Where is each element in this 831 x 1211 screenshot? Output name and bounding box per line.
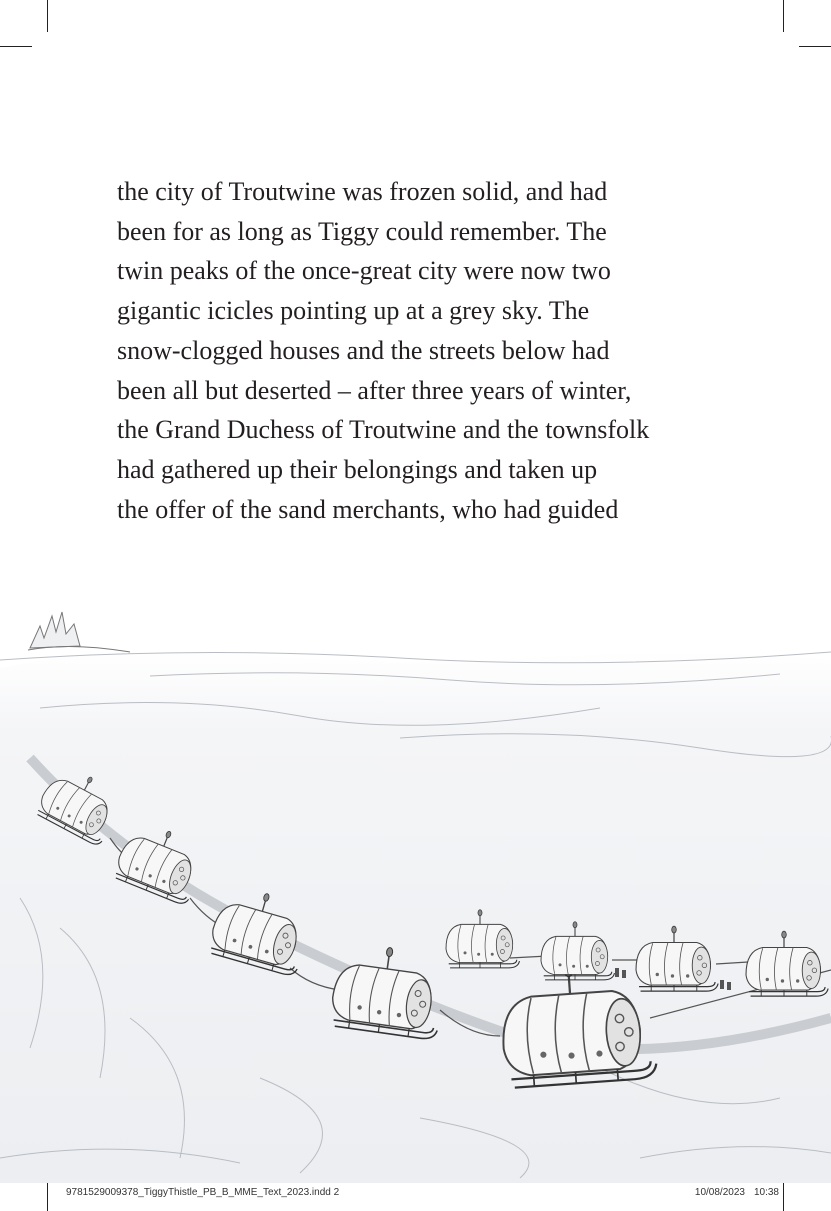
text-line: had gathered up their belongings and taken up xyxy=(117,454,598,484)
slug-filename: 9781529009378_TiggyThistle_PB_B_MME_Text_2023.indd 2 xyxy=(66,1187,340,1198)
slug-date: 10/08/2023 xyxy=(694,1187,745,1198)
text-line: the city of Troutwine was frozen solid, and had xyxy=(117,177,608,206)
text-line: been for as long as Tiggy could remember. The xyxy=(117,216,607,246)
crop-mark-bottom-left-vertical xyxy=(47,1181,48,1211)
crop-mark-top-right-vertical xyxy=(783,0,784,32)
snow-field xyxy=(0,652,831,1183)
text-line: been all but deserted – after three years of winter, xyxy=(117,375,632,405)
text-line: twin peaks of the once-great city were now two xyxy=(117,256,611,286)
text-line: the offer of the sand merchants, who had guided xyxy=(117,494,619,524)
text-line: the Grand Duchess of Troutwine and the townsfolk xyxy=(117,415,650,445)
text-line: gigantic icicles pointing up at a grey sky. The xyxy=(117,296,590,326)
text-line: snow-clogged houses and the streets below had xyxy=(117,335,610,365)
crop-mark-bottom-right-vertical xyxy=(783,1181,784,1211)
slug-time: 10:38 xyxy=(753,1187,779,1198)
crop-mark-top-right-horizontal xyxy=(799,46,831,47)
crop-mark-top-left-vertical xyxy=(47,0,48,32)
distant-frozen-city xyxy=(28,612,130,652)
slug-timestamp xyxy=(695,1187,779,1198)
crop-mark-top-left-horizontal xyxy=(0,46,32,47)
sledge-caravan-illustration xyxy=(0,598,831,1183)
story-paragraph xyxy=(117,172,737,529)
